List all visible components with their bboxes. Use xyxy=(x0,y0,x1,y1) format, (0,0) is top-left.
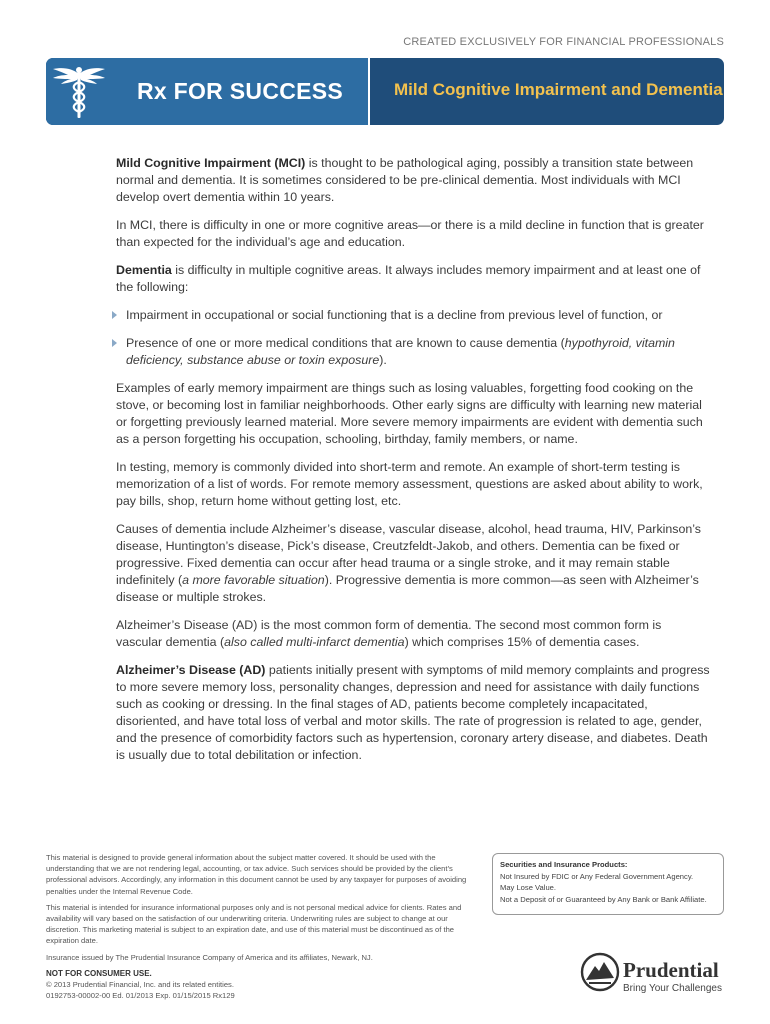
banner-title-box xyxy=(112,58,368,125)
securities-line: Not Insured by FDIC or Any Federal Government Agency. xyxy=(500,871,694,881)
insurer-note: Insurance issued by The Prudential Insurance Company of America and its affiliates, Newark, NJ. xyxy=(46,952,373,962)
bullet-emphasis: hypothyroid, vitamin deficiency, substance abuse or toxin exposure xyxy=(126,336,675,367)
bullet-arrow-icon xyxy=(112,339,117,347)
securities-notice-box xyxy=(492,853,724,915)
bullet-text: Presence of one or more medical conditions that are known to cause dementia ( xyxy=(126,336,565,350)
term-dementia: Dementia xyxy=(116,263,172,277)
paragraph-text: Causes of dementia include Alzheimer’s disease, vascular disease, alcohol, head trauma, HIV, Parkinson’s disease, Huntington’s disease, Pick’s disease, Creutzfeldt-Jakob, and others. Dementia can be fixed or progressive. Fixed dementia can occur after head trauma or a single stroke, and it may remain stable indefinitely ( xyxy=(116,522,701,587)
paragraph-text-end: ). Progressive dementia is more common—as seen with Alzheimer’s disease or multiple strokes. xyxy=(116,573,699,604)
title-banner xyxy=(46,58,724,125)
paragraph-mci xyxy=(116,155,710,206)
bullet-text: Impairment in occupational or social functioning that is a decline from previous level of function, or xyxy=(126,308,663,322)
caduceus-icon xyxy=(46,58,112,125)
footer-disclaimer xyxy=(46,852,478,1001)
paragraph-ad-common xyxy=(116,617,710,651)
paragraph-testing: In testing, memory is commonly divided into short-term and remote. An example of short-term testing is memorization of a list of words. For remote memory assessment, questions are asked about ability to work, pay bills, shop, return home without getting lost, etc. xyxy=(116,460,703,508)
paragraph-emphasis: a more favorable situation xyxy=(182,573,325,587)
disclaimer-legal: This material is designed to provide general information about the subject matter covered. It should be used with the understanding that we are not rendering legal, accounting, or tax advice. Such services should be provided by the client’s professional advisors. Accordingly, any information in this document cannot be used by any taxpayer for purposes of avoiding penalties under the Internal Revenue Code. xyxy=(46,853,467,896)
list-item xyxy=(116,335,710,369)
securities-line: May Lose Value. xyxy=(500,883,556,893)
paragraph-text: patients initially present with symptoms of mild memory complaints and progress to more severe memory loss, personality changes, depression and need for assistance with daily functions such as cooking or dressing. In the final stages of AD, patients become completely incapacitated, disoriented, and have total loss of verbal and motor skills. The rate of progression is related to age, gender, and the presence of comorbidity factors such as hypertension, coronary artery disease, and diabetes. Death is usually due to total debilitation or infection. xyxy=(116,663,710,762)
paragraph-examples: Examples of early memory impairment are things such as losing valuables, forgetting food cooking on the stove, or becoming lost in familiar neighborhoods. Other early signs are difficulty with learning new material or forgetting previously learned material. More severe memory impairments are evident with dementia such as a person forgetting his occupation, schooling, birthday, family members, or name. xyxy=(116,381,703,446)
main-content xyxy=(116,155,710,775)
paragraph-text: is thought to be pathological aging, possibly a transition state between normal and dementia. It is sometimes considered to be pre-clinical dementia. Most individuals with MCI develop overt dementia within 10 years. xyxy=(116,156,694,204)
document-code: 0192753-00002-00 Ed. 01/2013 Exp. 01/15/2015 Rx129 xyxy=(46,991,235,1001)
term-ad: Alzheimer’s Disease (AD) xyxy=(116,663,266,677)
page-title: Rx FOR SUCCESS xyxy=(136,78,344,104)
term-mci: Mild Cognitive Impairment (MCI) xyxy=(116,156,306,170)
paragraph-ad-symptoms xyxy=(116,662,710,764)
brand-tagline: Bring Your Challenges xyxy=(623,983,722,994)
paragraph-text: is difficulty in multiple cognitive areas. It always includes memory impairment and at least one of the following: xyxy=(116,263,701,294)
bullet-arrow-icon xyxy=(112,311,117,319)
paragraph-dementia xyxy=(116,262,710,296)
banner-divider xyxy=(368,58,370,125)
list-item xyxy=(116,307,710,324)
copyright-text: © 2013 Prudential Financial, Inc. and its related entities. xyxy=(46,980,234,990)
securities-line: Not a Deposit of or Guaranteed by Any Bank or Bank Affiliate. xyxy=(500,894,707,904)
prudential-rock-icon xyxy=(580,952,620,992)
page-subtitle: Mild Cognitive Impairment and Dementia xyxy=(394,80,723,99)
bullet-text-end: ). xyxy=(379,353,387,367)
securities-heading: Securities and Insurance Products: xyxy=(500,860,628,869)
paragraph-text-end: ) which comprises 15% of dementia cases. xyxy=(404,635,640,649)
paragraph-text: Alzheimer’s Disease (AD) is the most common form of dementia. The second most common form is vascular dementia ( xyxy=(116,618,662,649)
disclaimer-medical: This material is intended for insurance informational purposes only and is not personal medical advice for clients. Rates and availability will vary based on the satisfaction of our underwriting criteria. Underwriting rules are subject to change at our discretion. This marketing material is subject to an expiration date, and use of this material must be discontinued as of the expiration date. xyxy=(46,902,462,946)
brand-name: Prudential xyxy=(623,958,719,982)
paragraph-causes xyxy=(116,521,710,606)
not-for-consumer-label: NOT FOR CONSUMER USE. xyxy=(46,968,152,978)
paragraph-emphasis: also called multi-infarct dementia xyxy=(224,635,405,649)
paragraph-mci-difficulty: In MCI, there is difficulty in one or more cognitive areas—or there is a mild decline in function that is greater than expected for the individual’s age and education. xyxy=(116,218,704,249)
exclusive-tagline: CREATED EXCLUSIVELY FOR FINANCIAL PROFESSIONALS xyxy=(403,36,724,48)
